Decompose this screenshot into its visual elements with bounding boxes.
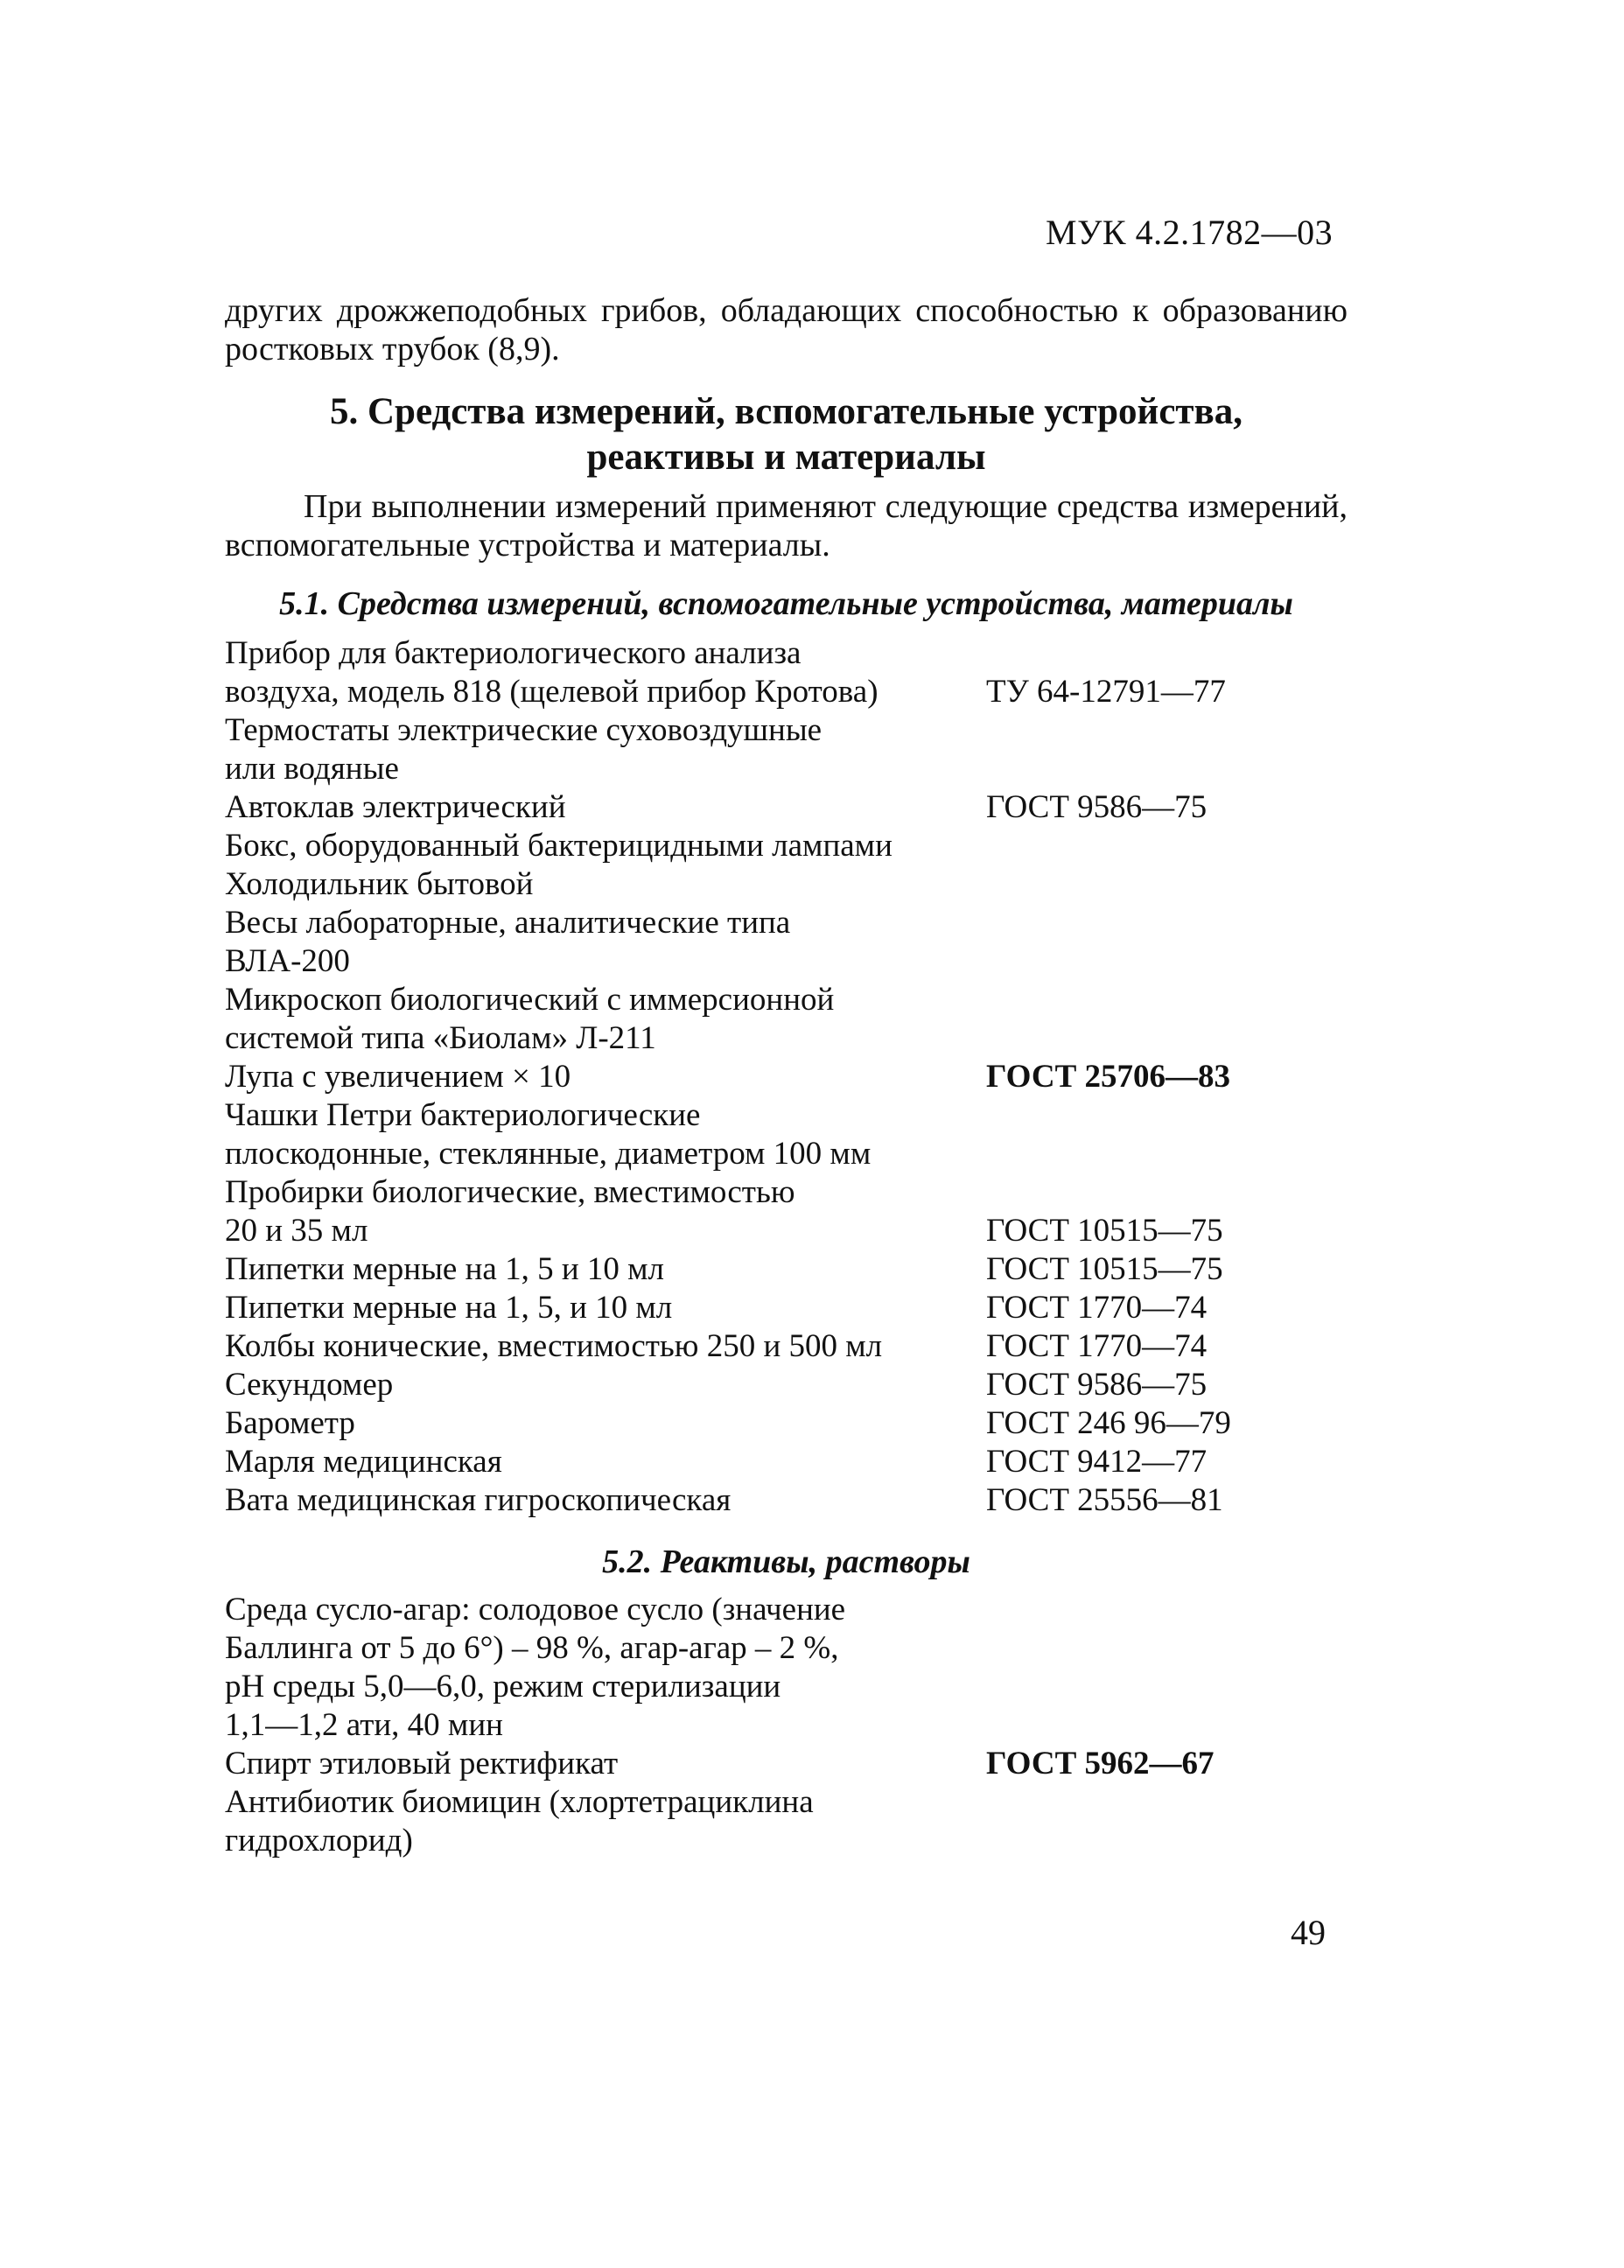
item-standard: ТУ 64-12791—77 xyxy=(986,674,1226,710)
item-standard: ГОСТ 9586—75 xyxy=(986,1367,1208,1403)
item-name-line: Чашки Петри бактериологические xyxy=(225,1097,701,1133)
item-name-line: Колбы конические, вместимостью 250 и 500 мл xyxy=(225,1328,883,1364)
item-name-line: или водяные xyxy=(225,751,399,787)
item-standard: ГОСТ 10515—75 xyxy=(986,1251,1223,1287)
subsection-5-2-heading: 5.2. Реактивы, растворы xyxy=(602,1544,970,1580)
section-5-title-line-2: реактивы и материалы xyxy=(586,437,986,478)
item-standard: ГОСТ 25556—81 xyxy=(986,1482,1223,1518)
item-name-line: Весы лабораторные, аналитические типа xyxy=(225,905,791,941)
item-name-line: ВЛА-200 xyxy=(225,943,350,979)
item-name-line: Вата медицинская гигроскопическая xyxy=(225,1482,732,1518)
item-name-line: Термостаты электрические суховоздушные xyxy=(225,712,822,748)
item-name-line: Пипетки мерные на 1, 5, и 10 мл xyxy=(225,1290,673,1326)
page-number: 49 xyxy=(1291,1913,1326,1952)
item-name-line: Прибор для бактериологического анализа xyxy=(225,635,802,671)
section-5-intro: При выполнении измерений применяют следующие средства измерений, вспомогательные устройства и материалы. xyxy=(225,488,1348,564)
item-name-line: Марля медицинская xyxy=(225,1444,502,1480)
item-name-line: 20 и 35 мл xyxy=(225,1213,368,1249)
item-name-line: Секундомер xyxy=(225,1367,394,1403)
item-name-line: Барометр xyxy=(225,1405,355,1441)
item-standard: ГОСТ 9586—75 xyxy=(986,789,1208,825)
list-item xyxy=(225,1591,845,1745)
item-name-line: Автоклав электрический xyxy=(225,789,566,825)
item-standard: ГОСТ 10515—75 xyxy=(986,1213,1223,1249)
item-name-line: Пипетки мерные на 1, 5 и 10 мл xyxy=(225,1251,665,1287)
item-name-line: воздуха, модель 818 (щелевой прибор Кротова) xyxy=(225,674,878,710)
list-item xyxy=(225,1745,618,1783)
item-name-line: Антибиотик биомицин (хлортетрациклина xyxy=(225,1784,814,1820)
item-name-line: Пробирки биологические, вместимостью xyxy=(225,1174,795,1210)
item-standard: ГОСТ 9412—77 xyxy=(986,1444,1208,1480)
item-name-line: pH среды 5,0—6,0, режим стерилизации xyxy=(225,1669,781,1704)
item-name-line: Холодильник бытовой xyxy=(225,866,534,902)
item-name-line: Микроскоп биологический с иммерсионной xyxy=(225,982,835,1018)
item-name-line: Бокс, оборудованный бактерицидными лампами xyxy=(225,828,892,864)
item-name-line: 1,1—1,2 ати, 40 мин xyxy=(225,1707,503,1743)
document-code: МУК 4.2.1782—03 xyxy=(1046,213,1334,252)
item-name-line: Баллинга от 5 до 6°) – 98 %, агар-агар – 2 %, xyxy=(225,1630,839,1666)
list-item xyxy=(225,1783,814,1860)
item-name-line: Лупа с увеличением × 10 xyxy=(225,1059,571,1095)
item-standard: ГОСТ 246 96—79 xyxy=(986,1405,1231,1441)
item-name-line: Спирт этиловый ректификат xyxy=(225,1746,619,1782)
intro-continuation: других дрожжеподобных грибов, обладающих способностью к образованию ростковых трубок (8,9). xyxy=(225,292,1348,368)
item-standard: ГОСТ 5962—67 xyxy=(986,1746,1214,1782)
section-5-title-line-1: 5. Средства измерений, вспомогательные устройства, xyxy=(329,391,1243,432)
item-name-line: гидрохлорид) xyxy=(225,1823,413,1858)
item-name-line: системой типа «Биолам» Л-211 xyxy=(225,1020,656,1056)
item-standard: ГОСТ 25706—83 xyxy=(986,1059,1230,1095)
subsection-5-1-heading: 5.1. Средства измерений, вспомогательные устройства, материалы xyxy=(279,585,1293,622)
item-name-line: Среда сусло-агар: солодовое сусло (значение xyxy=(225,1592,846,1628)
item-standard: ГОСТ 1770—74 xyxy=(986,1328,1208,1364)
item-standard: ГОСТ 1770—74 xyxy=(986,1290,1208,1326)
item-name-line: плоскодонные, стеклянные, диаметром 100 мм xyxy=(225,1136,872,1172)
